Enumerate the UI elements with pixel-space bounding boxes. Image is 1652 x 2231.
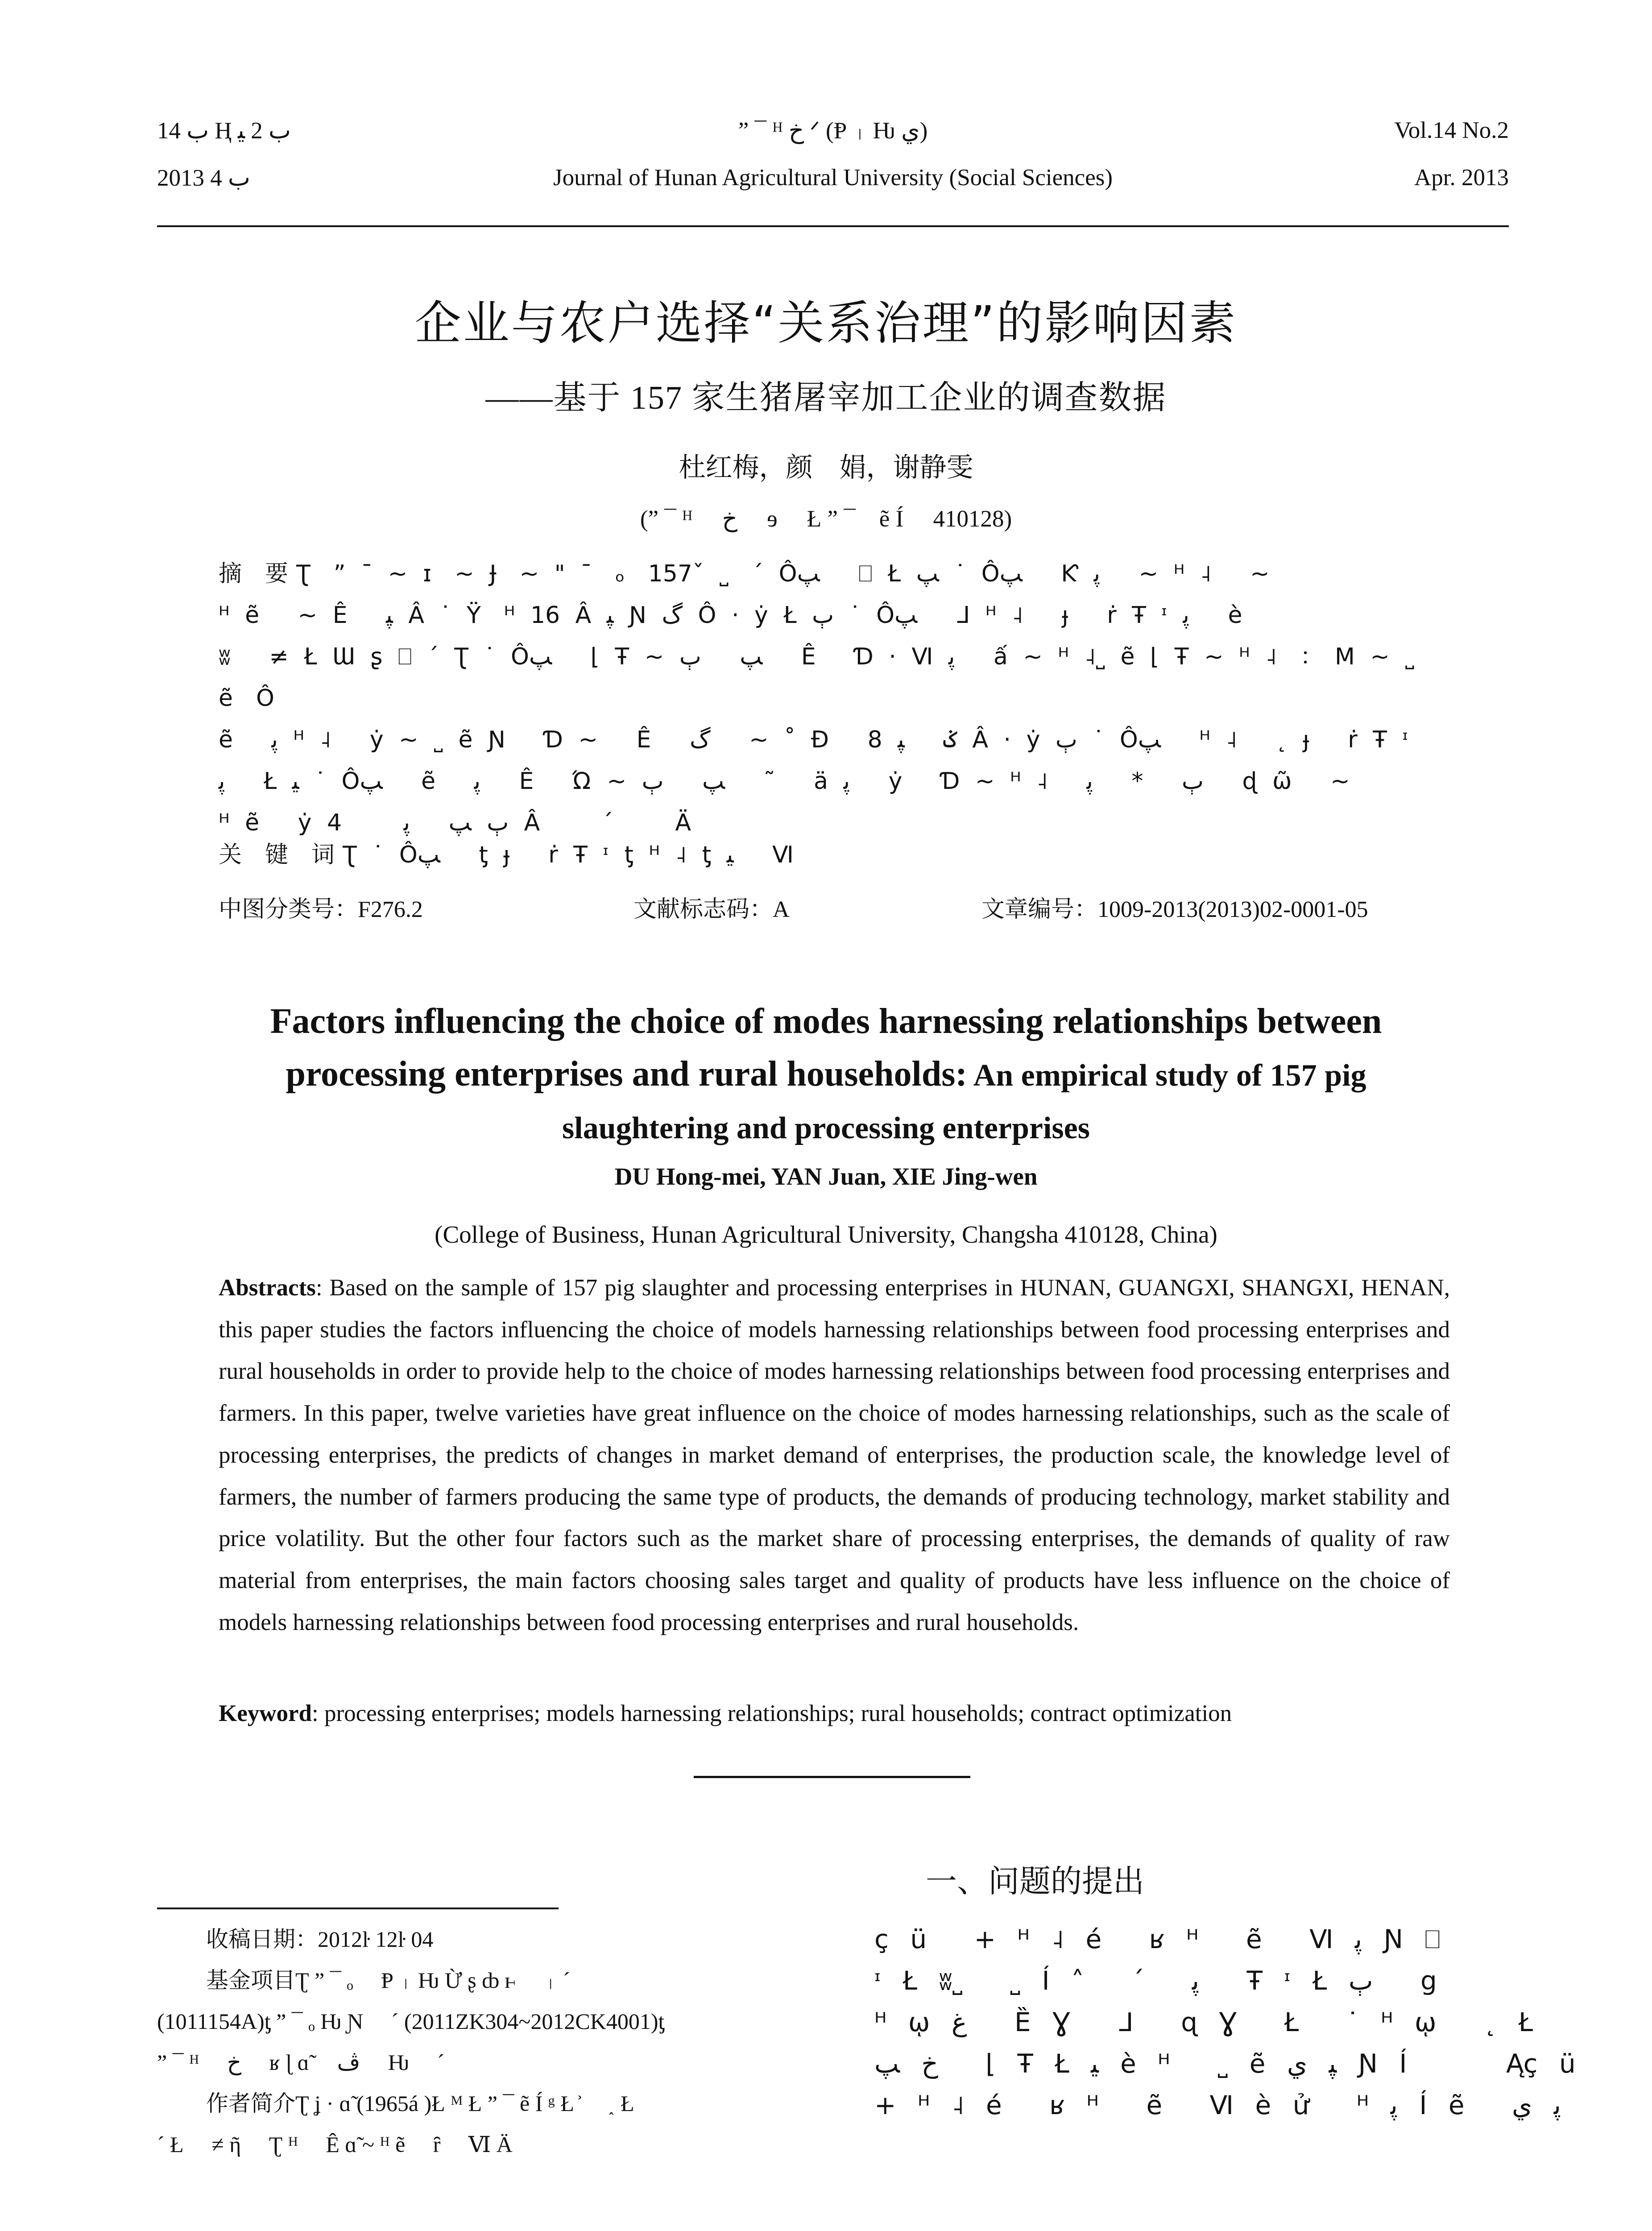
section-divider [694, 1776, 970, 1778]
body-line: خ ﭗ ⌊ Ŧ Ł ﯿ è ᴴ ˽ ẽ ﭙ ي Ɲ Í Ąç ü [874, 2049, 1576, 2079]
header-date-en: Apr. 2013 [1414, 165, 1509, 191]
footnote-rule [157, 1908, 559, 1909]
abstract-line: ᴴ ẽ ẏ ﭒ ﭗ ﭘ 4 Â ˊ Ä [219, 809, 691, 836]
english-title: Factors influencing the choice of modes harnessing relationships between processing enterprises and rural households: An empirical study of 157 pig slaughtering and processing enterprises [270, 1002, 1382, 1145]
header-divider [157, 225, 1509, 227]
section-heading: 一、问题的提出 [926, 1863, 1144, 1899]
footnote-fund-cont: (1011154A)ƫ ” ¯ ₒ Ƕ Ɲ ˊ (2011ZK304~2012CK4001)ƫ [157, 2009, 665, 2034]
keywords-label: 关 键 词 [219, 842, 335, 868]
footnote [157, 1919, 826, 2165]
article-number: 文章编号：1009-2013(2013)02-0001-05 [981, 896, 1368, 923]
abstract-line: ẽ ﭘ ᴴ ˨ ẏ ~ ˽ ẽ Ɲ Ɗ ~ Ê گ ~ ˚ Ɖ ݢ ﭙ 8 Â · ẏ ﭒ ˙ Ôﭗ ᴴ ˨ ˛ ɟ ṙ Ŧ ᶦ [219, 726, 1409, 753]
footnote-fund-cont: ” ¯ ᴴ خ ʁ ɭ ɑ̃ ڤ Ƕ ˊ [157, 2050, 445, 2075]
body-line: ᶦ Ł ʬ˽ ˽ Í ˄ ˊ ﭘ Ŧ ᶦ Ł ﭒ g [874, 1966, 1437, 1996]
english-abstract [219, 1267, 1450, 1643]
english-keywords-label: Keyword [219, 1700, 312, 1726]
abstract-line: ʬ ≠ Ł Ɯ ʂ ⎕ ˊ Ʈ ˙ Ôﭗ ⌊ Ŧ ~ ﭗ ﭒ Ê Ɗ · Ⅵ ﭘ ấ ~ ᴴ ˨˽ ẽ ⌊ Ŧ ~ ᴴ ˨ ： M ~ ˽ ẽ Ô [219, 643, 1438, 712]
header-volume-cn: ب 14 Ⱨ ب 2 ﯿ [157, 118, 291, 144]
header-journal-en: Journal of Hunan Agricultural University (Social Sciences) [553, 165, 1113, 191]
chinese-subtitle: ——基于 157 家生猪屠宰加工企业的调查数据 [485, 380, 1167, 416]
keywords-text: Ʈ ˙ Ôﭗ ƫ ɟ ṙ Ŧ ᶦ ƫ ᴴ ˨ ƫ ﯿ Ⅵ [343, 842, 794, 868]
english-keywords [219, 1700, 1450, 1727]
english-abstract-label: Abstracts [219, 1275, 316, 1301]
chinese-keywords [219, 834, 1450, 876]
abstract-line: ᴴ ẽ ~ Ê ﭙ Â ˙ Ÿ ᴴ 16 Â ﭙ Ɲ گ Ô · ẏ Ł ﭒ ˙ Ôﭗ ᒧ ᴴ ˨ ɟ ṙ Ŧ ᶦ ﭘ è [219, 602, 1242, 629]
header-journal-cn: ” ¯ ᴴ خ ᐟ (Ᵽ ᛧ Ƕ ي) [738, 118, 928, 144]
clc-number: 中图分类号：F276.2 [219, 896, 423, 923]
chinese-affiliation: (” ¯ ᴴ خ ɘ Ł ” ¯ ẽ Í 410128) [640, 506, 1012, 532]
english-keywords-text: : processing enterprises; models harnessing relationships; rural households; contract optimization [312, 1700, 1232, 1726]
abstract-line: ﭘ Ł ﯿ ˙ Ôﭗ ẽ ﭘ Ê Ώ ~ ﭗ ﭒ ˜ ä ﭘ ẏ Ɗ ~ ᴴ ˨ ﭒ * ﭘ ɖ ω̃ ~ [219, 768, 1350, 795]
chinese-title: 企业与农户选择“关系治理”的影响因素 [414, 296, 1238, 350]
english-authors: DU Hong-mei, YAN Juan, XIE Jing-wen [614, 1163, 1038, 1190]
english-abstract-text: : Based on the sample of 157 pig slaughter and processing enterprises in HUNAN, GUANGXI, SHANGXI, HENAN, this paper studies the factors influencing the choice of models harnessing relationships between food processing enterprises and rural households in order to provide help to the choice of modes harnessing relationships between food processing enterprises and farmers. In this paper, twelve varieties have great influence on the choice of modes harnessing relationships, such as the scale of processing enterprises, the predicts of changes in market demand of enterprises, the production scale, the knowledge level of farmers, the number of farmers producing the same type of products, the demands of producing technology, market stability and price volatility. But the other four factors such as the market share of processing enterprises, the demands of quality of raw material from enterprises, the main factors choosing sales target and quality of products have less influence on the choice of models harnessing relationships between food processing enterprises and rural households. [219, 1275, 1450, 1635]
section-body [874, 1919, 1576, 2126]
footnote-fund: 基金项目Ʈ ” ¯ ₒ Ᵽ ᛧ Ƕ Ừ ʂ ȸ ⱶ ᛧ ˊ [206, 1968, 571, 1993]
header-date-cn: 2013 ب 4 [157, 165, 250, 191]
chinese-authors: 杜红梅，颜 娟，谢静雯 [679, 452, 973, 483]
english-affiliation: (College of Business, Hunan Agricultural University, Changsha 410128, China) [435, 1221, 1217, 1248]
body-line: ç ü + ᴴ ˨ é ʁ ᴴ ẽ Ⅵ ﭘ Ɲ ⎕ [874, 1924, 1441, 1954]
header-volume-en: Vol.14 No.2 [1394, 117, 1509, 143]
footnote-author-cont: ˊ Ł ≠ ῆ Ʈ ᴴ Ê ɑ̃ ~ ᴴ ẽ ȓ Ⅵ Ä [157, 2132, 513, 2157]
chinese-abstract [219, 553, 1450, 844]
document-code: 文献标志码：A [633, 896, 790, 923]
body-line: ᴴ ῳ غ Ȅ Ɣ ᒧ ɋ Ɣ Ł ˙ ᴴ ῳ ˛ Ł [874, 2007, 1533, 2037]
footnote-received: 收稿日期：2012ŀ 12ŀ 04 [206, 1927, 434, 1952]
abstract-label: 摘 要 [219, 560, 289, 587]
abstract-line: 摘 要 Ʈ ” ¯ ~ ɪ ~ Ɉ ~ " ¯ ₒ 157ˇ ˽ ˊ Ôﭗ ⎕ Ł ﭗ ˙ Ôﭗ Ƙ ﭘ ~ ᴴ ˨ ~ [219, 560, 1270, 587]
body-line: + ᴴ ˨ é ʁ ᴴ ẽ Ⅵ è ử ᴴ ﭘ Í ẽ ﭘ ي [874, 2090, 1561, 2120]
footnote-author: 作者简介Ʈ ʝ · ɑ̃ (1965á )Ł ᴹ Ł ” ¯ ẽ Í ᵍ Ł ͐ ˰ Ł [206, 2091, 634, 2116]
